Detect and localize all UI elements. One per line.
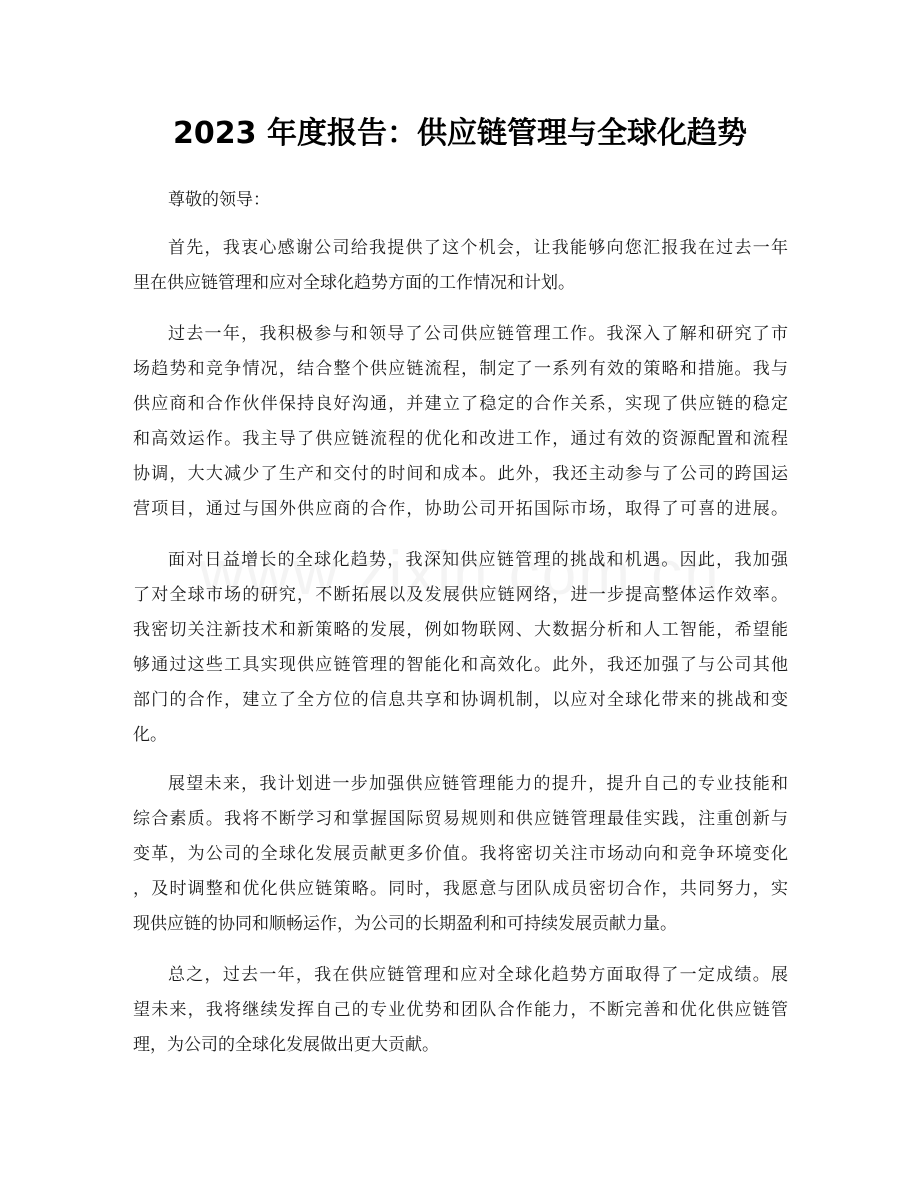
paragraph-line: 供应商和合作伙伴保持良好沟通，并建立了稳定的合作关系，实现了供应链的稳定 bbox=[133, 394, 788, 414]
paragraph-line: 展望未来，我计划进一步加强供应链管理能力的提升，提升自己的专业技能和 bbox=[168, 774, 788, 794]
salutation: 尊敬的领导： bbox=[168, 190, 270, 210]
paragraph-line: 现供应链的协同和顺畅运作，为公司的长期盈利和可持续发展贡献力量。 bbox=[133, 914, 677, 934]
document-title: 2023 年度报告：供应链管理与全球化趋势 bbox=[173, 116, 747, 151]
paragraph-line: ，及时调整和优化供应链策略。同时，我愿意与团队成员密切合作，共同努力，实 bbox=[133, 879, 788, 899]
paragraph-line: 了对全球市场的研究，不断拓展以及发展供应链网络，进一步提高整体运作效率。 bbox=[133, 585, 788, 605]
paragraph-line: 化。 bbox=[133, 725, 167, 745]
paragraph-line: 里在供应链管理和应对全球化趋势方面的工作情况和计划。 bbox=[133, 273, 575, 293]
paragraph-line: 场趋势和竞争情况，结合整个供应链流程，制定了一系列有效的策略和措施。我与 bbox=[133, 359, 788, 379]
paragraph-line: 变革，为公司的全球化发展贡献更多价值。我将密切关注市场动向和竞争环境变化 bbox=[133, 844, 788, 864]
paragraph-line: 营项目，通过与国外供应商的合作，协助公司开拓国际市场，取得了可喜的进展。 bbox=[133, 499, 788, 519]
paragraph-line: 我密切关注新技术和新策略的发展，例如物联网、大数据分析和人工智能，希望能 bbox=[133, 620, 788, 640]
paragraph-line: 理，为公司的全球化发展做出更大贡献。 bbox=[133, 1035, 439, 1055]
paragraph-line: 协调，大大减少了生产和交付的时间和成本。此外，我还主动参与了公司的跨国运 bbox=[133, 464, 788, 484]
paragraph-line: 综合素质。我将不断学习和掌握国际贸易规则和供应链管理最佳实践，注重创新与 bbox=[133, 809, 788, 829]
paragraph-line: 够通过这些工具实现供应链管理的智能化和高效化。此外，我还加强了与公司其他 bbox=[133, 655, 788, 675]
paragraph-line: 望未来，我将继续发挥自己的专业优势和团队合作能力，不断完善和优化供应链管 bbox=[133, 1000, 788, 1020]
paragraph-line: 部门的合作，建立了全方位的信息共享和协调机制，以应对全球化带来的挑战和变 bbox=[133, 690, 788, 710]
paragraph-line: 总之，过去一年，我在供应链管理和应对全球化趋势方面取得了一定成绩。展 bbox=[168, 965, 788, 985]
paragraph-line: 首先，我衷心感谢公司给我提供了这个机会，让我能够向您汇报我在过去一年 bbox=[168, 238, 788, 258]
paragraph-line: 和高效运作。我主导了供应链流程的优化和改进工作，通过有效的资源配置和流程 bbox=[133, 429, 788, 449]
paragraph-line: 面对日益增长的全球化趋势，我深知供应链管理的挑战和机遇。因此，我加强 bbox=[168, 550, 788, 570]
paragraph-line: 过去一年，我积极参与和领导了公司供应链管理工作。我深入了解和研究了市 bbox=[168, 324, 788, 344]
